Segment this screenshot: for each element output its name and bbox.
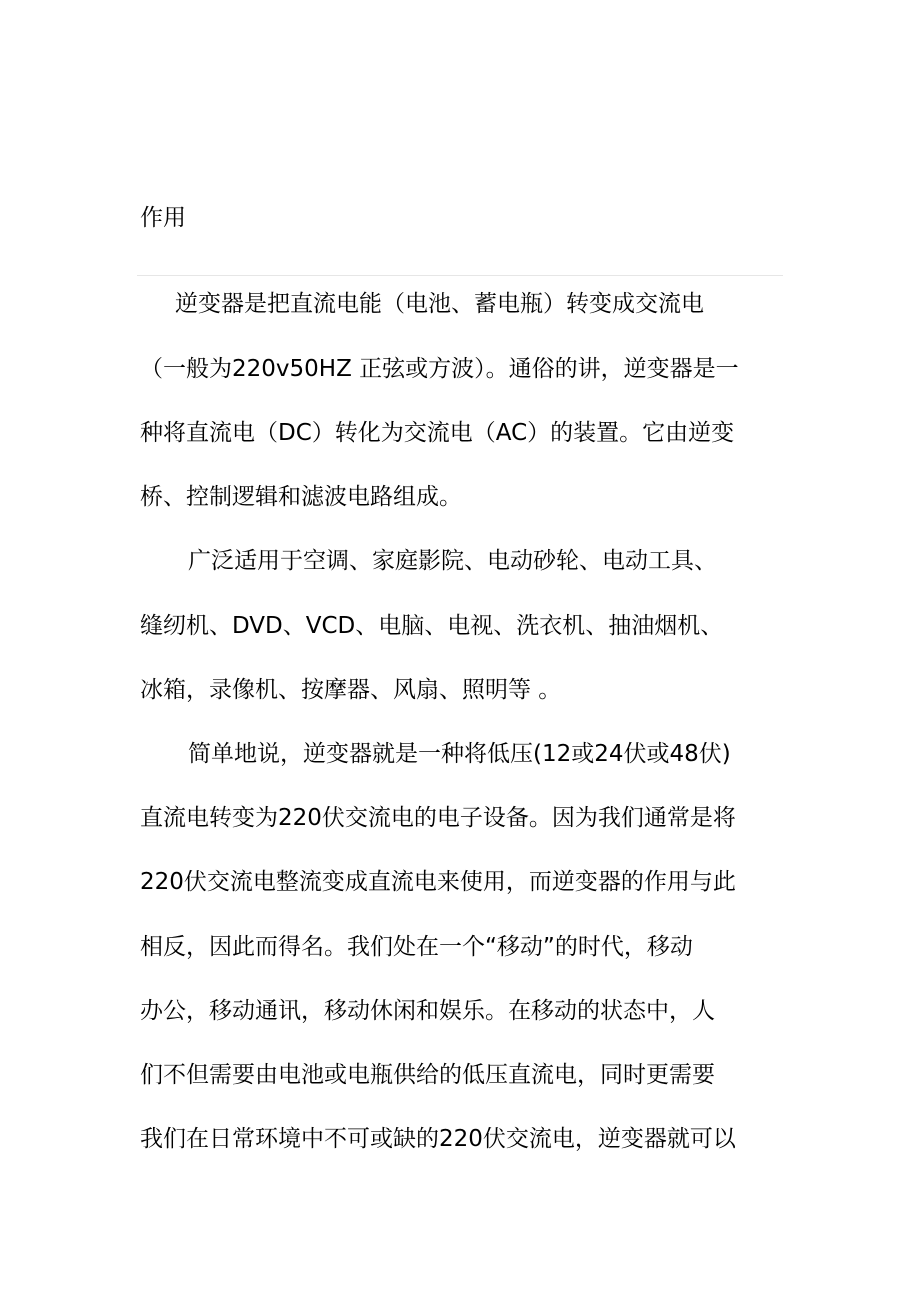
paragraph-line: 相反，因此而得名。我们处在一个“移动”的时代，移动 [140, 934, 693, 960]
paragraph-line: 我们在日常环境中不可或缺的220伏交流电，逆变器就可以 [140, 1126, 736, 1152]
heading-divider [137, 275, 783, 276]
paragraph-line: 逆变器是把直流电能（电池、蓄电瓶）转变成交流电 [175, 291, 704, 317]
section-heading: 作用 [140, 205, 186, 231]
paragraph-line: 220伏交流电整流变成直流电来使用，而逆变器的作用与此 [140, 869, 736, 895]
paragraph-line: （一般为220v50HZ 正弦或方波）。通俗的讲，逆变器是一 [140, 356, 739, 382]
paragraph-line: 缝纫机、DVD、VCD、电脑、电视、洗衣机、抽油烟机、 [140, 613, 724, 639]
paragraph-line: 广泛适用于空调、家庭影院、电动砂轮、电动工具、 [188, 548, 717, 574]
paragraph-line: 们不但需要由电池或电瓶供给的低压直流电，同时更需要 [140, 1062, 715, 1088]
paragraph-line: 办公，移动通讯，移动休闲和娱乐。在移动的状态中，人 [140, 998, 715, 1024]
paragraph-line: 种将直流电（DC）转化为交流电（AC）的装置。它由逆变 [140, 420, 735, 446]
paragraph-line: 直流电转变为220伏交流电的电子设备。因为我们通常是将 [140, 805, 736, 831]
paragraph-line: 简单地说，逆变器就是一种将低压(12或24伏或48伏) [188, 741, 731, 767]
paragraph-line: 冰箱，录像机、按摩器、风扇、照明等 。 [140, 677, 562, 703]
paragraph-line: 桥、控制逻辑和滤波电路组成。 [140, 484, 462, 510]
